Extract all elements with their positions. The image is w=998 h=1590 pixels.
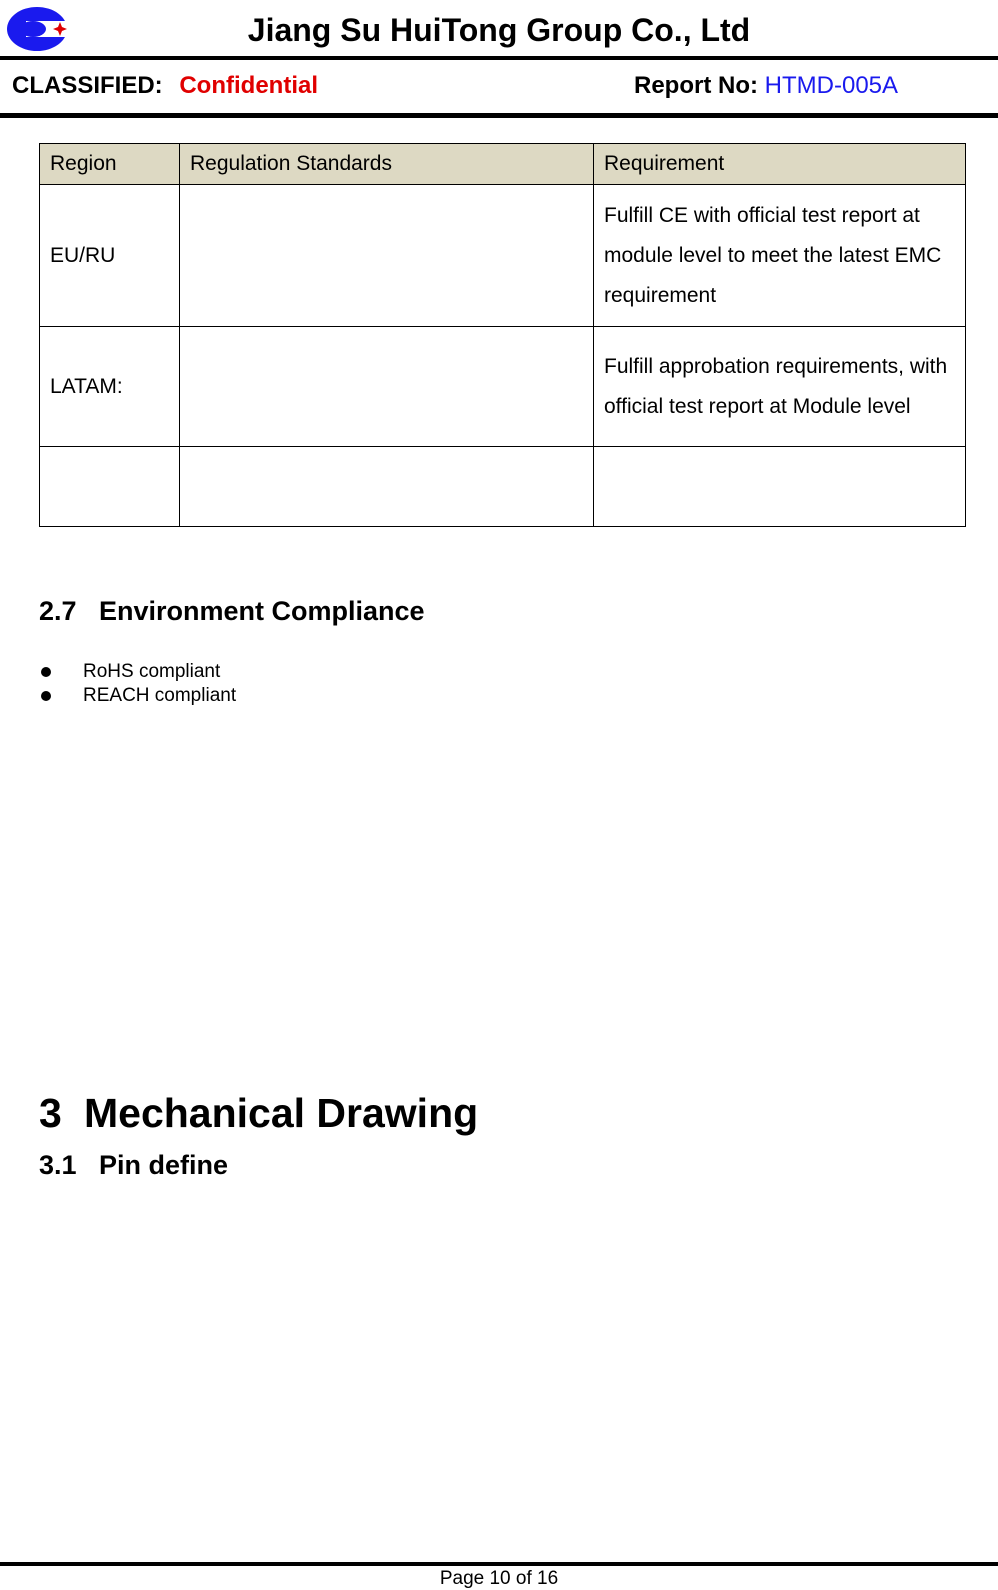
table-header-row <box>40 144 966 185</box>
standards-cell <box>180 185 594 327</box>
report-label: Report No: <box>634 72 758 99</box>
compliance-list <box>39 660 236 708</box>
company-name: Jiang Su HuiTong Group Co., Ltd <box>247 12 751 48</box>
section-title: Environment Compliance <box>99 596 425 626</box>
list-item <box>39 684 236 708</box>
standards-cell <box>180 327 594 447</box>
region-cell: LATAM: <box>40 327 180 447</box>
list-item-text: RoHS compliant <box>83 661 221 682</box>
section-number: 2.7 <box>39 596 77 626</box>
classified-line <box>12 72 318 100</box>
classified-value: Confidential <box>179 72 318 99</box>
bullet-icon <box>41 691 51 701</box>
header-top-rule <box>0 56 998 60</box>
section-heading-3 <box>39 1090 478 1137</box>
requirement-cell: Fulfill CE with official test report at module level to meet the latest EMC requirement <box>594 185 966 327</box>
classified-label: CLASSIFIED: <box>12 72 163 99</box>
requirement-cell: Fulfill approbation requirements, with official test report at Module level <box>594 327 966 447</box>
table-row <box>40 327 966 447</box>
section-number: 3.1 <box>39 1150 77 1180</box>
table-row <box>40 447 966 527</box>
bullet-icon <box>41 667 51 677</box>
list-item-text: REACH compliant <box>83 685 237 706</box>
section-number: 3 <box>39 1090 62 1136</box>
page-number: Page 10 of 16 <box>439 1568 559 1589</box>
header-bottom-rule <box>0 113 998 118</box>
list-item <box>39 660 236 684</box>
report-number-line <box>634 72 898 100</box>
table-header-cell: Requirement <box>594 144 966 185</box>
regulation-table <box>39 143 966 527</box>
region-cell <box>40 447 180 527</box>
table-header-cell: Regulation Standards <box>180 144 594 185</box>
report-value: HTMD-005A <box>764 72 899 99</box>
section-title: Mechanical Drawing <box>84 1090 479 1136</box>
table-row <box>40 185 966 327</box>
section-heading-3-1 <box>39 1150 228 1181</box>
section-title: Pin define <box>99 1150 229 1180</box>
footer-rule <box>0 1562 998 1566</box>
requirement-cell <box>594 447 966 527</box>
table-header-cell: Region <box>40 144 180 185</box>
region-cell: EU/RU <box>40 185 180 327</box>
section-heading-2-7 <box>39 596 425 627</box>
standards-cell <box>180 447 594 527</box>
